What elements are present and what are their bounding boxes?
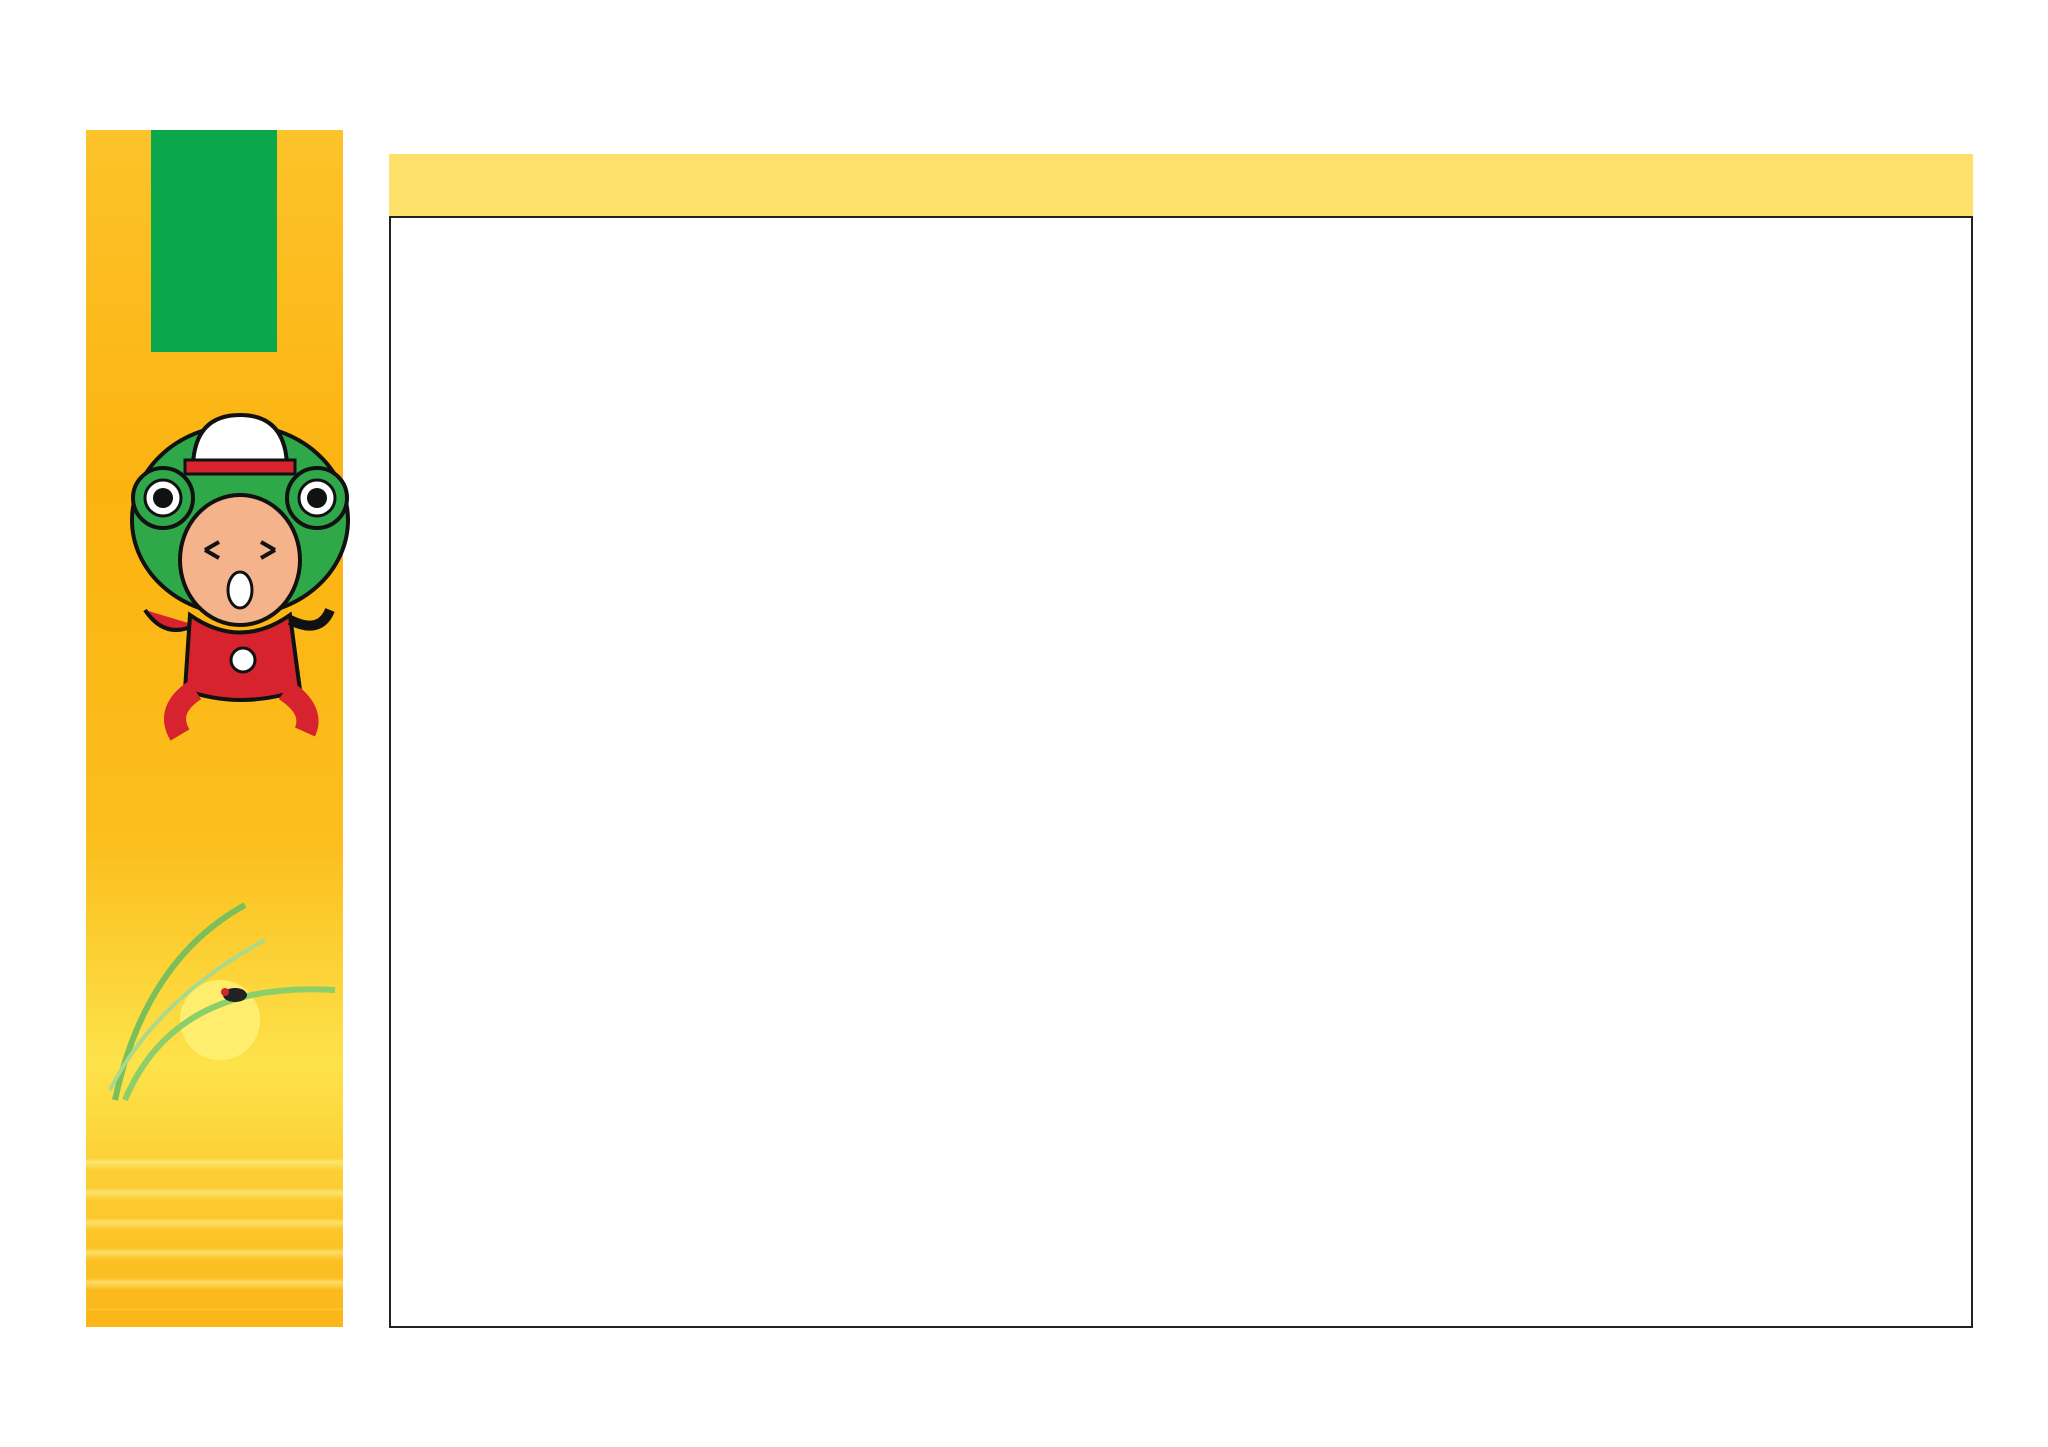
calendar-grid <box>389 216 1973 1328</box>
year-box <box>151 130 277 352</box>
frog-mascot-icon <box>125 410 355 750</box>
grass-firefly-icon <box>105 900 345 1120</box>
calendar <box>389 154 1973 216</box>
weekday-header <box>389 154 1973 216</box>
